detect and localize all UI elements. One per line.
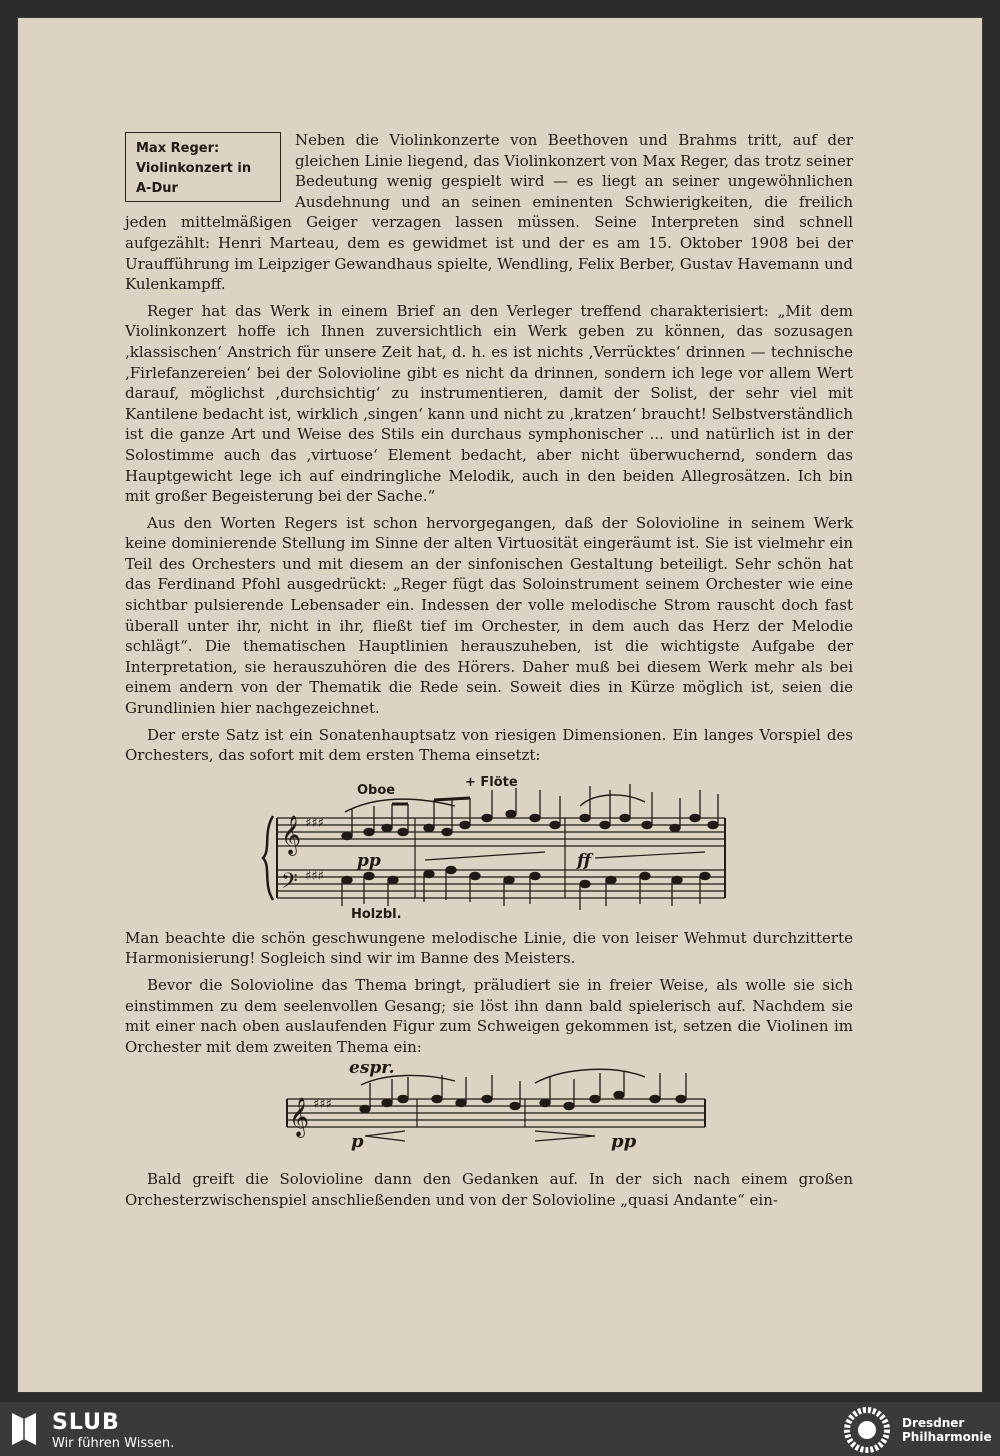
paragraph-continuation: Bald greift die Solovioline dann den Gedanken auf. In der sich nach einem großen Orchesterzwischenspiel anschließenden und von der Solovioline „quasi Andante“ ein- <box>125 1170 853 1209</box>
paragraph-first-movement: Der erste Satz ist ein Sonatenhauptsatz von riesigen Dimensionen. Ein langes Vorspiel des Orchesters, das sofort mit dem ersten Thema einsetzt: <box>125 725 853 765</box>
music-example-first-theme <box>125 772 853 922</box>
svg-text:𝄢: 𝄢 <box>281 868 298 899</box>
svg-text:𝄞: 𝄞 <box>281 814 302 855</box>
title-line-3: A-Dur <box>136 181 178 196</box>
label-floete: + Flöte <box>465 774 518 790</box>
title-line-2: Violinkonzert in <box>136 161 252 176</box>
philharmonie-name[interactable] <box>902 1416 992 1444</box>
dynamic-pp: pp <box>357 850 381 871</box>
philharmonie-line-1: Dresdner <box>902 1416 965 1430</box>
label-holzbl: Holzbl. <box>351 906 402 922</box>
dynamic-ff: ff <box>577 850 592 871</box>
score-first-theme <box>125 772 853 922</box>
title-box <box>125 132 281 202</box>
expression-espr: espr. <box>349 1063 395 1079</box>
svg-text:♯♯♯: ♯♯♯ <box>305 868 324 884</box>
philharmonie-line-2: Philharmonie <box>902 1430 992 1444</box>
paragraph-harmony: Man beachte die schön geschwungene melodische Linie, die von leiser Wehmut durchzitterte Harmonisierung! Sogleich sind wir im Banne des Meisters. <box>125 928 853 968</box>
svg-text:♯♯♯: ♯♯♯ <box>313 1097 332 1113</box>
svg-text:𝄞: 𝄞 <box>289 1097 310 1138</box>
music-example-second-theme <box>125 1063 853 1163</box>
dynamic-pp-2: pp <box>611 1131 637 1153</box>
svg-text:♯♯♯: ♯♯♯ <box>305 815 324 831</box>
slub-tagline: Wir führen Wissen. <box>52 1436 175 1451</box>
paragraph-second-theme: Bevor die Solovioline das Thema bringt, präludiert sie in freier Weise, als wolle sie sich einstimmen zu dem seelenvollen Gesang; sie löst ihn dann bald spielerisch auf. Nachdem sie mit einer nach oben auslaufenden Figur zum Schweigen gekommen ist, setzen die Violinen im Orchester mit dem zweiten Thema ein: <box>125 976 853 1056</box>
page-content <box>125 130 853 1217</box>
dynamic-p: p <box>351 1131 364 1153</box>
label-oboe: Oboe <box>357 782 396 798</box>
paragraph-solo-role: Aus den Worten Regers ist schon hervorgegangen, daß der Solovioline in seinem Werk keine dominierende Stellung im Sinne der alten Virtuosität eingeräumt ist. Sie ist vielmehr ein Teil des Orchesters und mit diesem an der sinfonischen Gestaltung beteiligt. Sehr schön hat das Ferdinand Pfohl ausgedrückt: „Reger fügt das Soloinstrument seinem Orchester wie eine sichtbar pulsierende Lebensader ein. Indessen der volle melodische Strom rauscht doch fast überall unter ihr, nicht in ihr, fließt tief im Orchester, in dem auch das Herz der Melodie schlägt“. Die thematischen Hauptlinien herauszuheben, ist die wichtigste Aufgabe der Interpretation, sie herauszuhören die des Hörers. Daher muß bei diesem Werk mehr als bei einem andern von der Thematik die Rede sein. Soweit dies in Kürze möglich ist, seien die Grundlinien hier nachgezeichnet. <box>125 513 853 718</box>
slub-name[interactable]: SLUB <box>52 1410 120 1435</box>
paragraph-intro: Neben die Violinkonzerte von Beethoven und Brahms tritt, auf der gleichen Linie liegend, das Violinkonzert von Max Reger, das trotz seiner Bedeutung wenig gespielt wird — es liegt an seiner ungewöhnlichen Ausdehnung und an seinen eminenten Schwierigkeiten, die freilich jeden mittelmäßigen Geiger verzagen lassen müssen. Seine Interpreten sind schnell aufgezählt: Henri Marteau, dem es gewidmet ist und der es am 15. Oktober 1908 bei der Uraufführung im Leipziger Gewandhaus spielte, Wendling, Felix Berber, Gustav Havemann und Kulenkampff. <box>125 131 853 294</box>
score-second-theme <box>125 1063 853 1163</box>
footer-bar <box>0 1402 1000 1456</box>
title-line-1: Max Reger: <box>136 141 220 156</box>
philharmonie-logo-icon[interactable] <box>840 1406 894 1454</box>
scanned-page <box>18 18 982 1392</box>
slub-logo-icon[interactable] <box>10 1409 38 1449</box>
paragraph-letter-quote: Reger hat das Werk in einem Brief an den Verleger treffend charakterisiert: „Mit dem Violinkonzert hoffe ich Ihnen zuversichtlich ein Werk geben zu können, das sozusagen ‚klassischen‘ Anstrich für unsere Zeit hat, d. h. es ist nichts ‚Verrücktes‘ drinnen — technische ‚Firlefanzereien‘ bei der Solovioline gibt es nicht da drinnen, sondern ich lege vor allem Wert darauf, möglichst ‚durchsichtig‘ zu instrumentieren, damit der Solist, der sehr viel mit Kantilene bedacht ist, wirklich ‚singen‘ kann und nicht zu ‚kratzen‘ braucht! Selbstverständlich ist die ganze Art und Weise des Stils ein durchaus symphonischer ... und natürlich ist in der Solostimme auch das ‚virtuose‘ Element bedacht, aber nicht überwuchernd, sondern das Hauptgewicht lege ich auf eindringliche Melodik, auch in den beiden Allegrosätzen. Ich bin mit großer Begeisterung bei der Sache.“ <box>125 301 853 506</box>
